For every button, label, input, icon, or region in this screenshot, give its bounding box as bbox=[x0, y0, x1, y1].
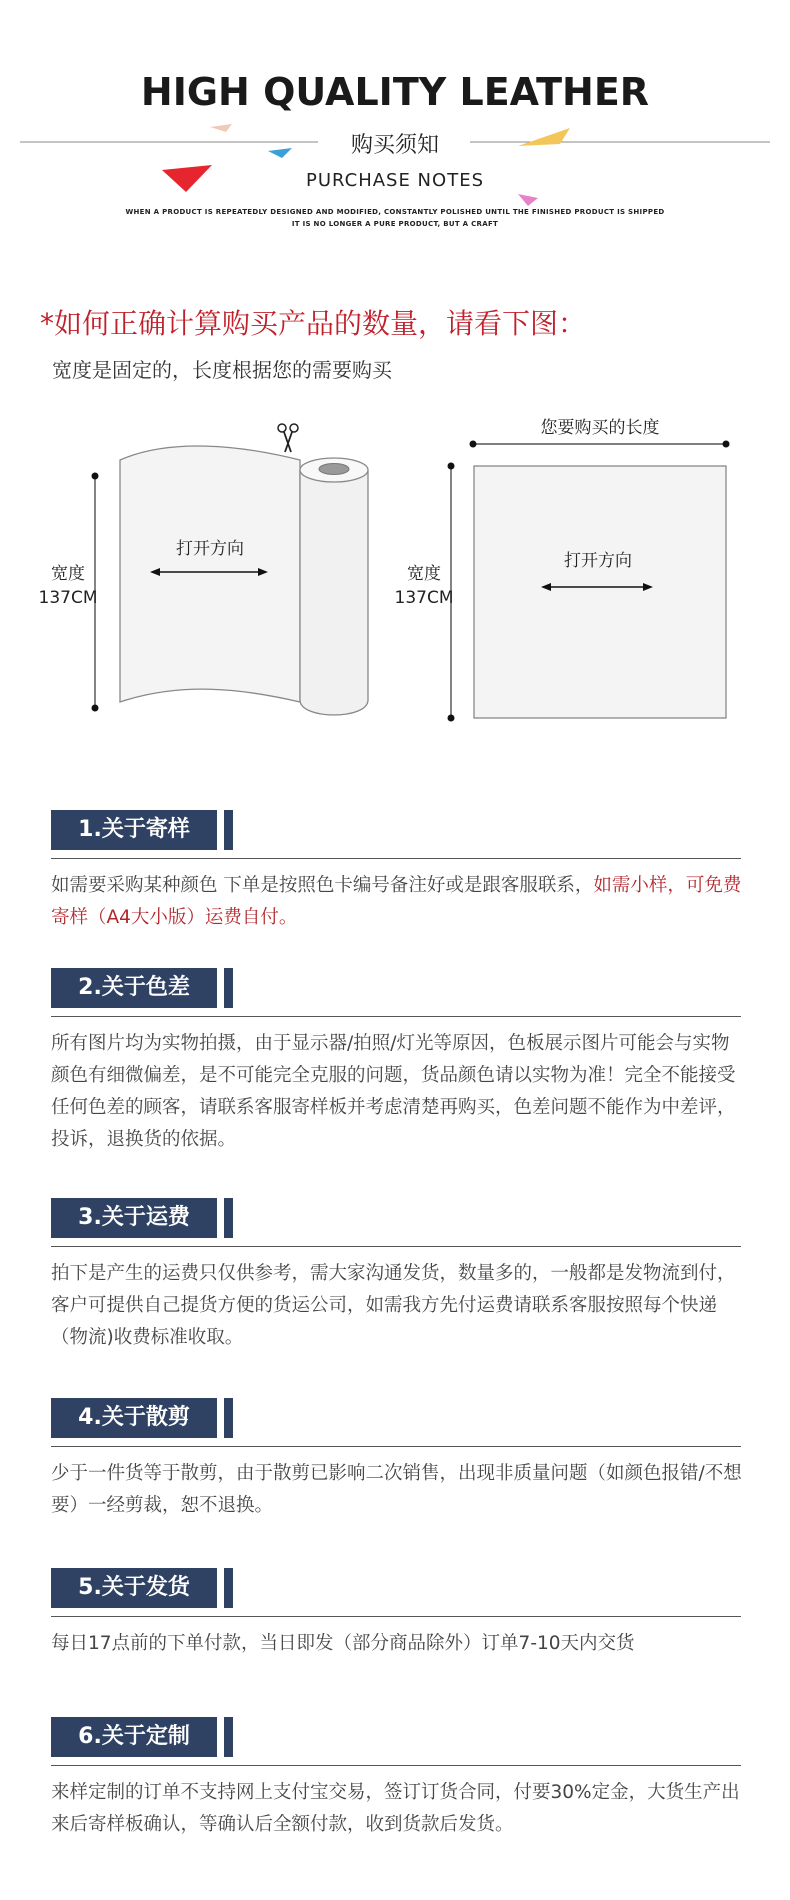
header-subtitle-en: PURCHASE NOTES bbox=[305, 170, 484, 191]
header-title: HIGH QUALITY LEATHER bbox=[140, 70, 650, 114]
right-open-direction: 打开方向 bbox=[564, 551, 632, 571]
left-width-label bbox=[32, 562, 104, 610]
section-tag-bar bbox=[224, 1198, 233, 1238]
scissors-icon bbox=[278, 424, 298, 452]
section-body-delivery: 每日17点前的下单付款，当日即发（部分商品除外）订单7-10天内交货 bbox=[51, 1633, 635, 1654]
header-subtitle-cn: 购买须知 bbox=[0, 128, 790, 159]
confetti-shape bbox=[518, 194, 538, 206]
section-tag-bar bbox=[224, 968, 233, 1008]
section-tag-bar bbox=[224, 1717, 233, 1757]
width-value: 137CM bbox=[38, 588, 98, 608]
width-label: 宽度 bbox=[51, 564, 85, 584]
section-text: 如需要采购某种颜色 下单是按照色卡编号备注好或是跟客服联系， bbox=[51, 875, 594, 896]
section-divider bbox=[51, 1616, 741, 1617]
section-body-shipping-fee: 拍下是产生的运费只仅供参考，需大家沟通发货，数量多的，一般都是发物流到付，客户可提供自己提货方便的货运公司，如需我方先付运费请联系客服按照每个快递（物流)收费标准收取。 bbox=[51, 1263, 736, 1348]
section-body-loose-cut: 少于一件货等于散剪，由于散剪已影响二次销售，出现非质量问题（如颜色报错/不想要）一经剪裁，恕不退换。 bbox=[51, 1463, 742, 1516]
header-tagline-1: WHEN A PRODUCT IS REPEATEDLY DESIGNED AND MODIFIED, CONSTANTLY POLISHED UNTIL THE FINISHED PRODUCT IS SHIPPED bbox=[125, 208, 665, 216]
section-highlight: 如需小样，可免费寄样（A4大小版）运费自付。 bbox=[51, 875, 742, 928]
section-divider bbox=[51, 1446, 741, 1447]
section-divider bbox=[51, 858, 741, 859]
quantity-title: *如何正确计算购买产品的数量，请看下图： bbox=[40, 307, 587, 340]
quantity-subtitle: 宽度是固定的，长度根据您的需要购买 bbox=[52, 358, 392, 382]
section-body-color-difference: 所有图片均为实物拍摄，由于显示器/拍照/灯光等原因，色板展示图片可能会与实物颜色有细微偏差，是不可能完全克服的问题，货品颜色请以实物为准！完全不能接受任何色差的顾客，请联系客服寄样板并考虑清楚再购买，色差问题不能作为中差评，投诉，退换货的依据。 bbox=[51, 1033, 736, 1150]
section-tag-sample: 1.关于寄样 bbox=[51, 810, 217, 850]
width-label: 宽度 bbox=[407, 564, 441, 584]
section-divider bbox=[51, 1016, 741, 1017]
header-tagline-2: IT IS NO LONGER A PURE PRODUCT, BUT A CRAFT bbox=[291, 220, 499, 228]
section-tag-bar bbox=[224, 810, 233, 850]
section-body-customization: 来样定制的订单不支持网上支付宝交易，签订订货合同，付要30%定金，大货生产出来后寄样板确认，等确认后全额付款，收到货款后发货。 bbox=[51, 1782, 740, 1835]
section-tag-shipping-fee: 3.关于运费 bbox=[51, 1198, 217, 1238]
section-divider bbox=[51, 1246, 741, 1247]
section-tag-customization: 6.关于定制 bbox=[51, 1717, 217, 1757]
right-width-label bbox=[388, 562, 460, 610]
section-tag-bar bbox=[224, 1398, 233, 1438]
header-decoration bbox=[0, 110, 790, 220]
width-value: 137CM bbox=[394, 588, 454, 608]
section-divider bbox=[51, 1765, 741, 1766]
section-tag-bar bbox=[224, 1568, 233, 1608]
fabric-sheet-figure bbox=[448, 441, 730, 722]
fabric-roll-figure bbox=[92, 424, 369, 715]
section-tag-loose-cut: 4.关于散剪 bbox=[51, 1398, 217, 1438]
section-tag-delivery: 5.关于发货 bbox=[51, 1568, 217, 1608]
length-label: 您要购买的长度 bbox=[540, 418, 660, 438]
left-open-direction: 打开方向 bbox=[176, 539, 244, 559]
section-body-sample bbox=[51, 870, 746, 934]
section-tag-color-difference: 2.关于色差 bbox=[51, 968, 217, 1008]
